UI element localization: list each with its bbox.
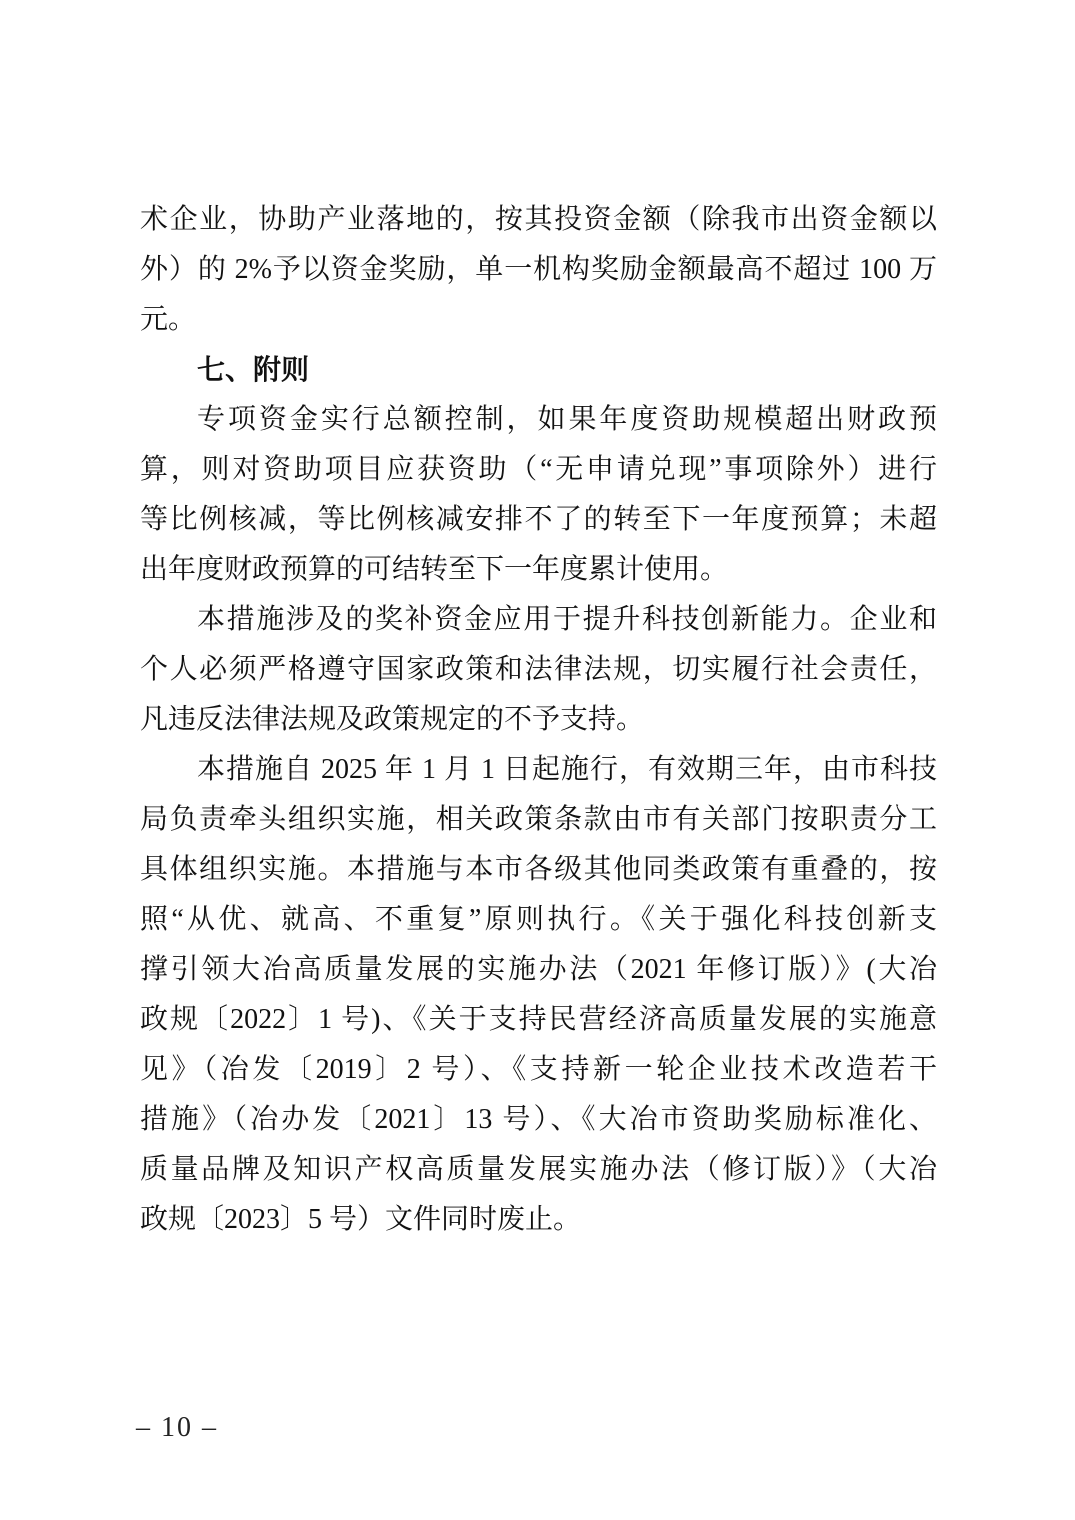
text-line: 算，则对资助项目应获资助（“无申请兑现”事项除外）进行 [140,454,937,485]
text-line: 质量品牌及知识产权高质量发展实施办法（修订版）》（大冶 [140,1154,937,1185]
footer-page-number: – 10 – [136,1412,218,1443]
text-line: 个人必须严格遵守国家政策和法律法规，切实履行社会责任， [140,654,937,685]
text-line: 本措施自 2025 年 1 月 1 日起施行，有效期三年，由市科技 [197,754,937,785]
text-line: 政规〔2022〕1 号)、《关于支持民营经济高质量发展的实施意 [140,1004,937,1035]
text-line: 凡违反法律法规及政策规定的不予支持。 [140,704,645,735]
text-line: 具体组织实施。本措施与本市各级其他同类政策有重叠的，按 [140,854,937,885]
text-line: 本措施涉及的奖补资金应用于提升科技创新能力。企业和 [197,604,937,635]
text-line: 术企业，协助产业落地的，按其投资金额（除我市出资金额以 [140,204,937,235]
text-line: 局负责牵头组织实施，相关政策条款由市有关部门按职责分工 [140,804,937,835]
section-heading: 七、附则 [197,354,310,385]
text-line: 见》（冶发〔2019〕2 号）、《支持新一轮企业技术改造若干 [140,1054,937,1085]
text-line: 外）的 2%予以资金奖励，单一机构奖励金额最高不超过 100 万 [140,254,937,285]
text-line: 撑引领大冶高质量发展的实施办法（2021 年修订版）》(大冶 [140,954,937,985]
text-line: 照“从优、就高、不重复”原则执行。《关于强化科技创新支 [140,904,937,935]
text-line: 等比例核减，等比例核减安排不了的转至下一年度预算；未超 [140,504,937,535]
text-line: 出年度财政预算的可结转至下一年度累计使用。 [140,554,729,585]
text-line: 专项资金实行总额控制，如果年度资助规模超出财政预 [197,404,937,435]
text-block [140,195,937,1245]
text-line: 政规〔2023〕5 号）文件同时废止。 [140,1204,582,1235]
text-line: 元。 [140,304,197,335]
text-line: 措施》（冶办发〔2021〕13 号）、《大冶市资助奖励标准化、 [140,1104,937,1135]
